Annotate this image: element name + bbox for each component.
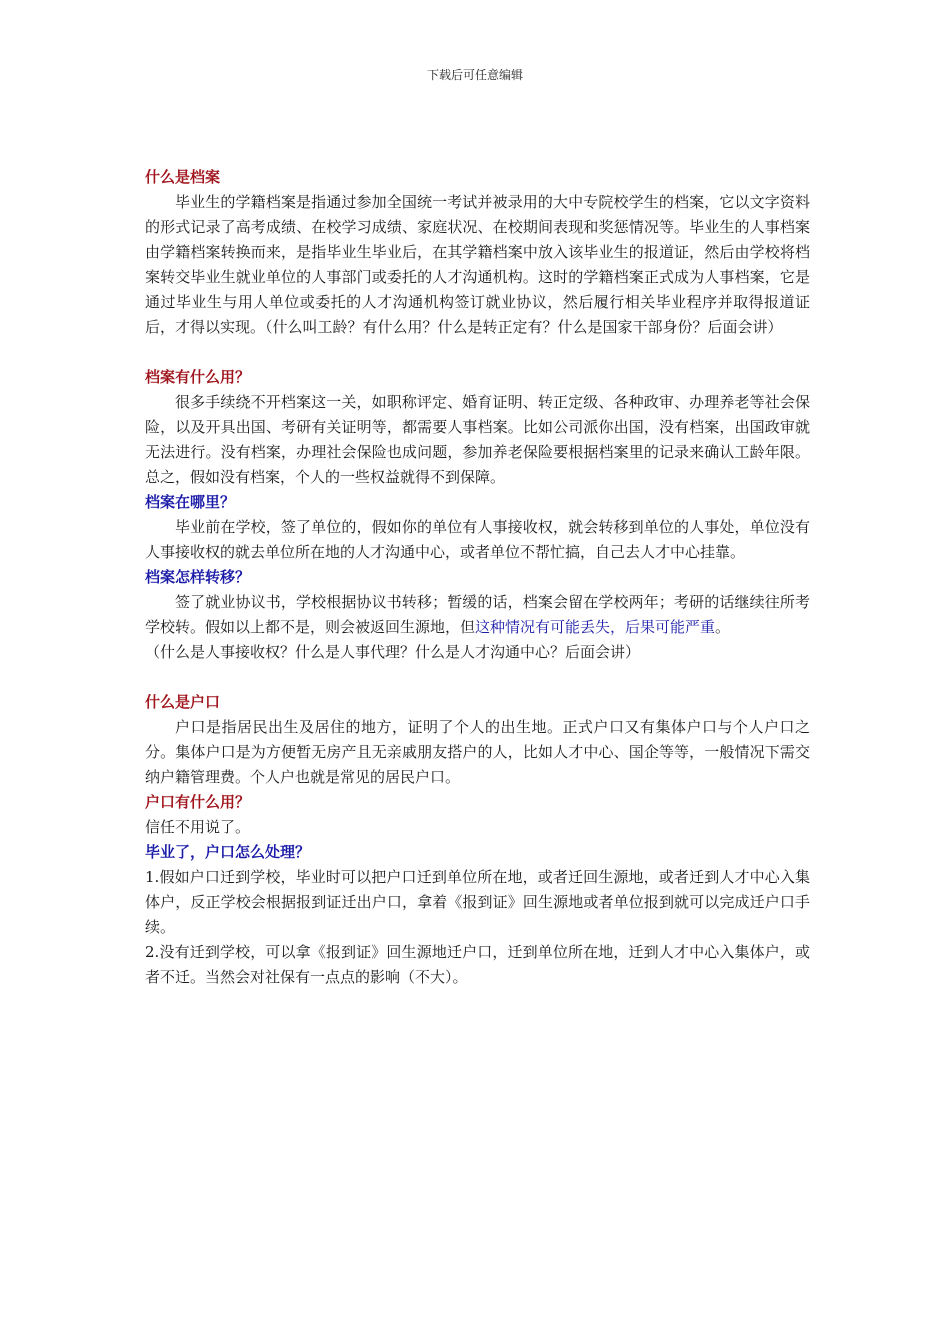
paragraph-hukou-use: 信任不用说了。: [145, 818, 251, 836]
heading-archive-transfer: 档案怎样转移？: [145, 568, 251, 586]
archive-transfer-end: 。: [715, 618, 731, 636]
heading-archive-use: 档案有什么用？: [145, 368, 251, 386]
paragraph-archive-transfer: [145, 590, 810, 640]
paragraph-archive-where: 毕业前在学校，签了单位的，假如你的单位有人事接收权，就会转移到单位的人事处，单位没有人事接收权的就去单位所在地的人才沟通中心，或者单位不帮忙搞，自己去人才中心挂靠。: [145, 518, 810, 561]
list-item-hukou-1: 1.假如户口迁到学校，毕业时可以把户口迁到单位所在地，或者迁回生源地，或者迁到人才中心入集体户，反正学校会根据报到证迁出户口，拿着《报到证》回生源地或者单位报到就可以完成迁户口手续。: [145, 868, 810, 936]
paragraph-hukou-what: 户口是指居民出生及居住的地方，证明了个人的出生地。正式户口又有集体户口与个人户口之分。集体户口是为方便暂无房产且无亲戚朋友搭户的人，比如人才中心、国企等等，一般情况下需交纳户籍管理费。个人户也就是常见的居民户口。: [145, 718, 810, 786]
document-body: [145, 165, 810, 990]
heading-hukou-use: 户口有什么用？: [145, 793, 251, 811]
paragraph-archive-use: 很多手续绕不开档案这一关，如职称评定、婚育证明、转正定级、各种政审、办理养老等社会保险，以及开具出国、考研有关证明等，都需要人事档案。比如公司派你出国，没有档案，出国政审就无法进行。没有档案，办理社会保险也成问题，参加养老保险要根据档案里的记录来确认工龄年限。总之，假如没有档案，个人的一些权益就得不到保障。: [145, 393, 810, 486]
archive-transfer-highlight: 这种情况有可能丢失，后果可能严重: [475, 618, 716, 636]
section-spacer: [145, 665, 810, 690]
heading-archive-what: 什么是档案: [145, 168, 221, 186]
paragraph-archive-note: （什么是人事接收权？什么是人事代理？什么是人才沟通中心？后面会讲）: [145, 643, 641, 661]
paragraph-archive-what: 毕业生的学籍档案是指通过参加全国统一考试并被录用的大中专院校学生的档案，它以文字资料的形式记录了高考成绩、在校学习成绩、家庭状况、在校期间表现和奖惩情况等。毕业生的人事档案由学籍档案转换而来，是指毕业生毕业后，在其学籍档案中放入该毕业生的报道证，然后由学校将档案转交毕业生就业单位的人事部门或委托的人才沟通机构。这时的学籍档案正式成为人事档案，它是通过毕业生与用人单位或委托的人才沟通机构签订就业协议，然后履行相关毕业程序并取得报道证后，才得以实现。（什么叫工龄？有什么用？什么是转正定有？什么是国家干部身份？后面会讲）: [145, 193, 810, 336]
heading-archive-where: 档案在哪里？: [145, 493, 236, 511]
heading-hukou-what: 什么是户口: [145, 693, 221, 711]
archive-transfer-text: 签了就业协议书，学校根据协议书转移；暂缓的话，档案会留在学校两年；考研的话继续往所考学校转。假如以上都不是，则会被返回生源地，但: [145, 593, 810, 636]
page-header: 下载后可任意编辑: [426, 68, 523, 82]
heading-hukou-handle: 毕业了，户口怎么处理？: [145, 843, 311, 861]
section-spacer: [145, 340, 810, 365]
list-item-hukou-2: 2.没有迁到学校，可以拿《报到证》回生源地迁户口，迁到单位所在地，迁到人才中心入集体户，或者不迁。当然会对社保有一点点的影响（不大）。: [145, 943, 810, 986]
